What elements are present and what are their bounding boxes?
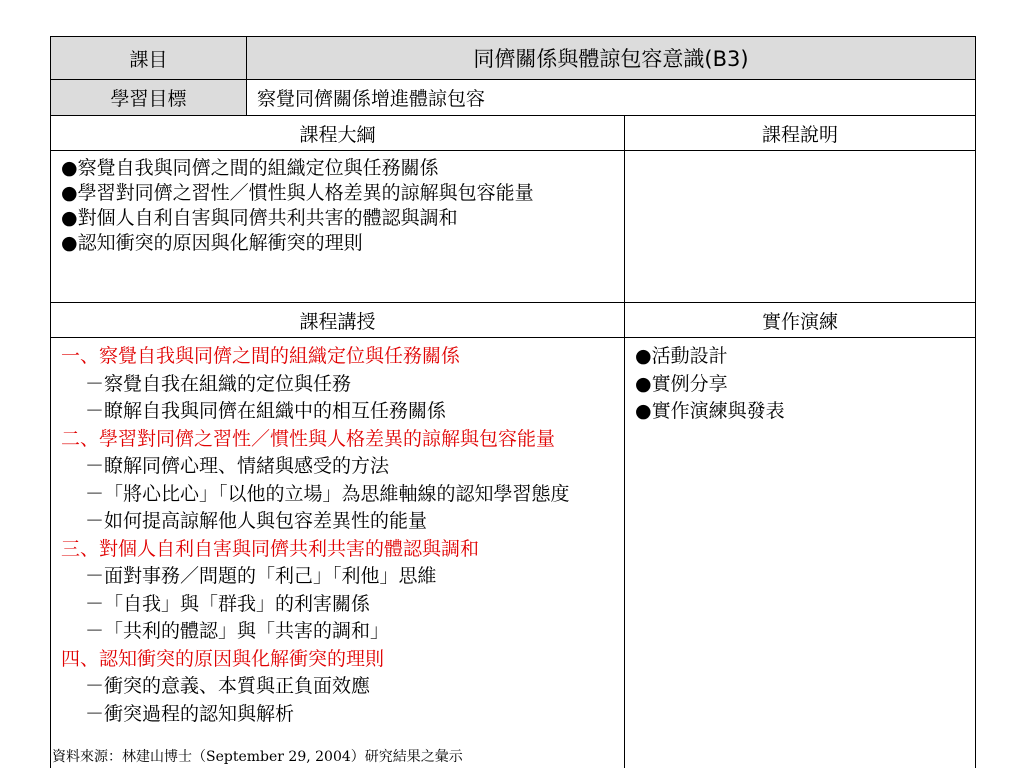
goal-row — [51, 80, 976, 116]
course-table — [50, 36, 976, 768]
goal-value: 察覺同儕關係增進體諒包容 — [247, 80, 976, 116]
section-subitem: －察覺自我在組織的定位與任務 — [85, 372, 352, 395]
lecture-body-row — [51, 338, 976, 768]
section-subitem: －衝突過程的認知與解析 — [85, 702, 295, 725]
outline-item: ●學習對同儕之習性／慣性與人格差異的諒解與包容能量 — [61, 182, 534, 204]
practice-content — [625, 338, 976, 768]
lecture-content — [51, 338, 625, 768]
outline-item: ●對個人自利自害與同儕共利共害的體認與調和 — [61, 207, 458, 229]
practice-item: ●活動設計 — [635, 345, 728, 367]
outline-body-row — [51, 151, 976, 303]
section-subitem: －衝突的意義、本質與正負面效應 — [85, 675, 371, 697]
section-subitem: －「將心比心」「以他的立場」為思維軸線的認知學習態度 — [85, 482, 570, 505]
section-heading: 二、學習對同儕之習性／慣性與人格差異的諒解與包容能量 — [61, 427, 556, 450]
notes-title: 課程說明 — [625, 116, 976, 151]
section-heading: 一、察覺自我與同儕之間的組織定位與任務關係 — [61, 345, 461, 367]
outline-list — [51, 151, 625, 303]
section-subitem: －如何提高諒解他人與包容差異性的能量 — [85, 510, 428, 532]
outline-item: ●察覺自我與同儕之間的組織定位與任務關係 — [61, 157, 439, 179]
outline-header-row — [51, 116, 976, 151]
notes-cell — [625, 151, 976, 303]
source-footnote: 資料來源：林建山博士（September 29, 2004）研究結果之彙示 — [52, 749, 463, 765]
goal-label: 學習目標 — [51, 80, 247, 116]
subject-row — [51, 37, 976, 80]
practice-item: ●實例分享 — [635, 372, 728, 395]
section-heading: 四、認知衝突的原因與化解衝突的理則 — [61, 647, 385, 670]
lecture-header-row — [51, 303, 976, 338]
outline-item: ●認知衝突的原因與化解衝突的理則 — [61, 232, 363, 254]
practice-title: 實作演練 — [625, 303, 976, 338]
section-subitem: －瞭解自我與同儕在組織中的相互任務關係 — [85, 400, 447, 422]
section-subitem: －「共利的體認」與「共害的調和」 — [85, 620, 390, 642]
section-subitem: －「自我」與「群我」的利害關係 — [85, 592, 371, 615]
lecture-title: 課程講授 — [51, 303, 625, 338]
outline-title: 課程大綱 — [51, 116, 625, 151]
section-heading: 三、對個人自利自害與同儕共利共害的體認與調和 — [61, 537, 480, 560]
section-subitem: －瞭解同儕心理、情緒與感受的方法 — [85, 455, 390, 477]
subject-value: 同儕關係與體諒包容意識(B3) — [247, 37, 976, 80]
subject-label: 課目 — [51, 37, 247, 80]
practice-item: ●實作演練與發表 — [635, 400, 785, 422]
section-subitem: －面對事務／問題的「利己」「利他」思維 — [85, 565, 437, 587]
